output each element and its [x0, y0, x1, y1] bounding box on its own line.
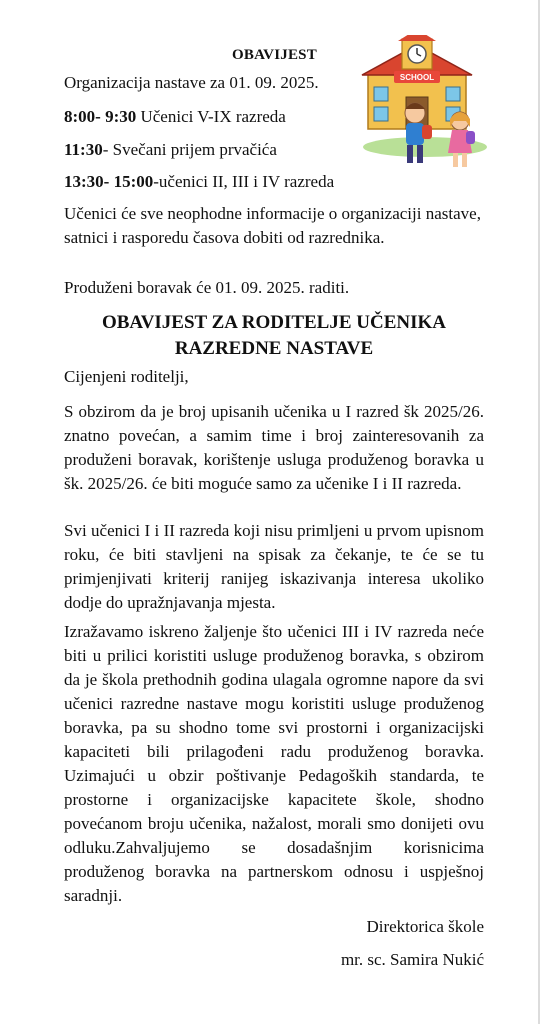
school-sign-text: SCHOOL [399, 73, 435, 82]
schedule-time: 11:30 [64, 140, 103, 159]
schedule-item [64, 140, 277, 160]
extended-stay-line: Produženi boravak će 01. 09. 2025. raditi. [64, 278, 350, 297]
schedule-time: 8:00- 9:30 [64, 107, 137, 126]
paragraph-2: Svi učenici I i II razreda koji nisu primljeni u prvom upisnom roku, će biti stavljeni na spisak za čekanje, te će se tu primjenjivati kriterij ranijeg iskazivanja interesa ukoliko dodje do upražnjavanja mjesta. [64, 521, 484, 612]
signature-role: Direktorica škole [366, 917, 484, 936]
schedule-text: Učenici V-IX razreda [136, 107, 286, 126]
organization-line: Organizacija nastave za 01. 09. 2025. [64, 73, 319, 92]
schedule-text: - Svečani prijem prvačića [102, 140, 277, 159]
school-illustration [360, 35, 490, 175]
girl-figure [448, 112, 475, 167]
paragraph-3: Izražavamo iskreno žaljenje što učenici III i IV razreda neće biti u prilici koristiti usluge produženog boravka, s obzirom da je škola prethodnih godina ulagala ogromne napore da svi učenici razredne nastave mogu koristiti usluge produženog boravka, pa su shodno tome svi prostorni i organizacijski kapaciteti bili prilagođeni radu produženog boravka. Uzimajući u obzir poštivanje Pedagoških standarda, te prostorne i organizacijske kapacitete škole, shodno povećanom broju učenika, nažalost, morali smo donijeti ovu odluku.Zahvaljujemo se dosadašnjim korisnicima produženog boravka na partnerskom odnosu i uspješnoj saradnji. [64, 622, 484, 905]
info-paragraph: Učenici će sve neophodne informacije o organizaciji nastave, satnici i rasporedu časova dobiti od razrednika. [64, 204, 481, 247]
paragraph-1: S obzirom da je broj upisanih učenika u I razred šk 2025/26. znatno povećan, a samim time i broj zainteresovanih za produženi boravak, korištenje usluga produženog boravka u šk. 2025/26. će biti moguće samo za učenike I i II razreda. [64, 402, 484, 493]
schedule-time: 13:30- 15:00 [64, 172, 154, 191]
signature-name: mr. sc. Samira Nukić [340, 950, 484, 969]
schedule-item [64, 172, 334, 192]
notice-title: OBAVIJEST [232, 47, 317, 63]
schedule-item [64, 107, 286, 127]
parents-notice-title: OBAVIJEST ZA RODITELJE UČENIKA RAZREDNE NASTAVE [101, 312, 447, 359]
schedule-text: -učenici II, III i IV razreda [153, 172, 335, 191]
greeting: Cijenjeni roditelji, [64, 367, 189, 386]
